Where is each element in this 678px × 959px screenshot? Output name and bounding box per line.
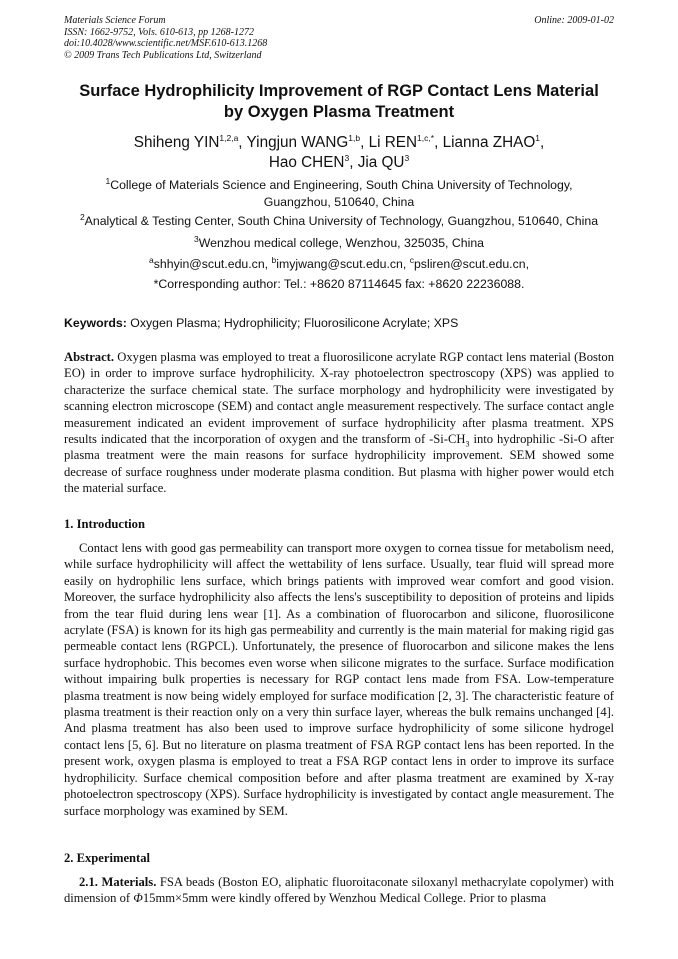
section-heading-experimental: 2. Experimental [64,851,151,865]
author-name: Shiheng YIN [133,134,220,151]
keywords [64,315,614,331]
keywords-text: Oxygen Plasma; Hydrophilicity; Fluorosilicone Acrylate; XPS [126,316,459,330]
phi-symbol: Φ [133,891,143,906]
experimental-body [64,874,614,907]
author-name: Jia QU [357,153,405,171]
keywords-label: Keywords: [64,316,127,330]
author-list [64,133,614,172]
issn-line: ISSN: 1662-9752, Vols. 610-613, pp 1268-1272 [64,26,254,38]
author-line-1 [64,133,614,153]
author-sup: 3 [344,152,350,163]
introduction-body: Contact lens with good gas permeability can transport more oxygen to cornea tissue for metabolism need, while surface hydrophilicity will affect the wettability of lens surface. Usually, tear fluid will spread more easily on hydrophilic lens surface, which brings patients with improved wear comfort and good vision. Moreover, the surface hydrophilicity also affects the lens's susceptibility to deposition of proteins and lipids from the tear fluid during lens wear [1]. As a combination of fluorocarbon and silicone, fluorosilicone acrylate (FSA) is known for its high gas permeability and currently is the main material for making rigid gas permeable contact lens (RGPCL). Unfortunately, the presence of fluorocarbon and silicone makes the lens surface hydrophobic. This becomes even worse when silicone migrates to the surface. Surface modification without impairing bulk properties is necessary for RGP contact lens made from FSA. Low-temperature plasma treatment is now being widely employed for surface modification [2, 3]. The characteristic feature of plasma treatment is their reaction only on a very thin surface layer, whereas the bulk remains unchanged [4]. And plasma treatment has also been used to improve surface hydrophilicity of some silicone hydrogel contact lens [5, 6]. But no literature on plasma treatment of FSA RGP contact lens has been reported. In the present work, oxygen plasma is employed to treat a FSA RGP contact lens in order to improve its surface hydrophilicity. Surface chemical composition before and after plasma treatment are examined by X-ray photoelectron spectroscopy (XPS). Surface hydrophilicity is investigated by contact angle measurement. The surface morphology was examined by SEM. [64,541,614,818]
author-sep: , [360,134,369,151]
author-name: Hao CHEN [268,153,345,171]
abstract [64,349,614,497]
email-sup: c [409,254,414,265]
author-name: Li REN [368,134,418,151]
affiliation-sup: 2 [79,211,85,222]
subscript: 3 [465,439,470,449]
journal-name: Materials Science Forum [64,15,166,26]
email-line [64,256,614,273]
abstract-label: Abstract. [64,350,115,364]
abstract-text: into hydrophilic -Si-O after plasma treatment were the main reasons for surface hydrophilicity improvement. SEM showed some decrease of surface roughness under moderate plasma condition. But plasma with higher power would etch the material surface. [64,432,614,496]
author-sup: 3 [404,152,410,163]
email-link[interactable]: shhyin@scut.edu.cn, [153,257,272,271]
abstract-text: Oxygen plasma was employed to treat a fluorosilicone acrylate RGP contact lens material (Boston EO) in order to improve surface hydrophilicity. X-ray photoelectron spectroscopy (XPS) was applied to characterize the surface chemical state. The surface morphology and hydrophilicity were investigated by scanning electron microscope (SEM) and contact angle measurement respectively. The surface contact angle measurement indicated an evident improvement of surface hydrophilicity after plasma treatment. XPS results indicated that the incorporation of oxygen and the transform of -Si-CH [64,350,614,447]
experimental-text: 15mm×5mm were kindly offered by Wenzhou Medical College. Prior to plasma [142,891,547,906]
doi-line: doi:10.4028/www.scientific.net/MSF.610-613.1268 [64,38,268,49]
copyright-line: © 2009 Trans Tech Publications Ltd, Switzerland [64,49,262,61]
author-sup: 1 [535,132,540,143]
affiliation-text: College of Materials Science and Engineering, South China University of Technology, [110,178,573,192]
author-sep: , [238,134,247,151]
affiliation-sup: 1 [105,175,111,186]
paper-title [64,81,614,123]
author-name: Yingjun WANG [246,134,349,151]
affiliation-sup: 3 [193,233,199,244]
online-date: Online: 2009-01-02 [534,15,614,26]
affiliation-text: Guangzhou, 510640, China [263,195,415,209]
publication-header [64,15,614,61]
author-name: Lianna ZHAO [442,134,536,151]
author-sup: 1,b [348,132,361,143]
email-sup: a [149,254,154,265]
section-heading-introduction: 1. Introduction [64,517,145,531]
email-link[interactable]: psliren@scut.edu.cn, [413,257,529,271]
corresponding-author: *Corresponding author: Tel.: +8620 87114645 fax: +8620 22236088. [153,277,525,291]
author-sep: , [539,134,545,151]
subsection-label: 2.1. Materials. [79,875,157,889]
title-line-1: Surface Hydrophilicity Improvement of RGP Contact Lens Material [79,82,599,100]
affiliation-1 [64,177,614,211]
author-sep: , [434,134,443,151]
affiliation-text: Wenzhou medical college, Wenzhou, 325035, China [198,236,485,250]
author-sup: 1,c,* [417,132,435,143]
author-sup: 1,2,a [219,132,239,143]
title-line-2: by Oxygen Plasma Treatment [223,103,455,121]
experimental-text: FSA beads (Boston EO, aliphatic fluoroitaconate siloxanyl methacrylate copolymer) with dimension of [64,875,614,906]
affiliation-text: Analytical & Testing Center, South China University of Technology, Guangzhou, 510640, China [84,214,599,228]
affiliation-3 [64,235,614,252]
author-sep: , [349,153,358,171]
email-sup: b [271,254,277,265]
author-line-2 [64,153,614,173]
affiliation-2 [64,213,614,230]
email-link[interactable]: imyjwang@scut.edu.cn, [276,257,410,271]
